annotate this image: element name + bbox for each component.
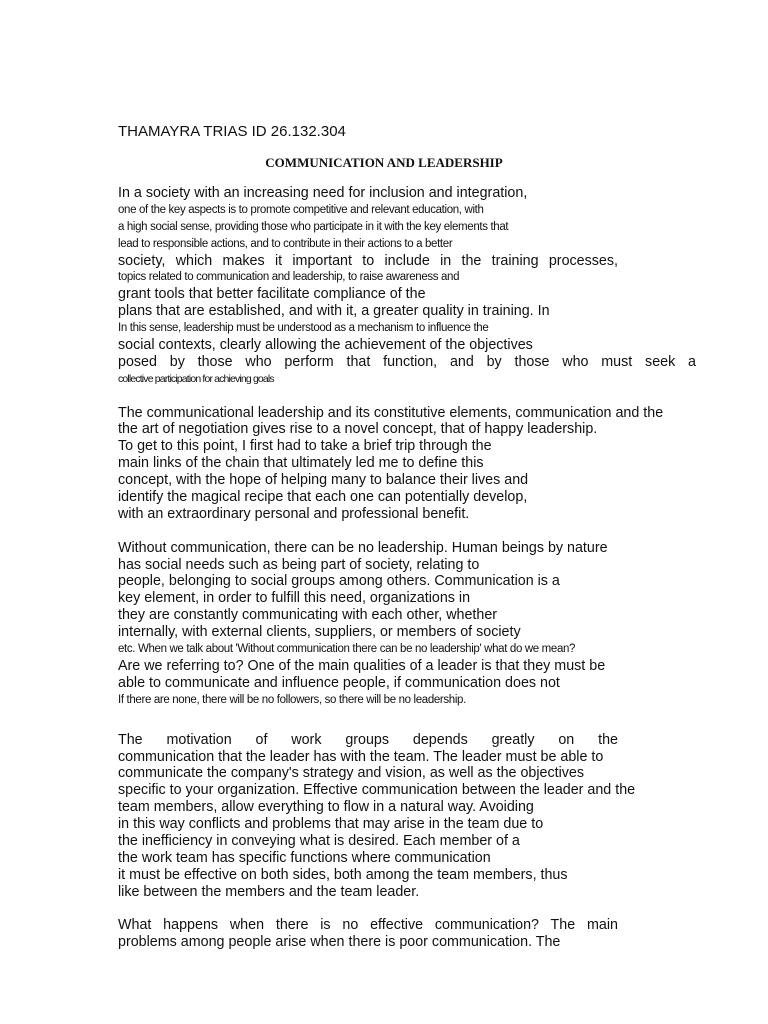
paragraph-gap [118, 901, 698, 918]
text-line: The communicational leadership and its constitutive elements, communication and the [118, 404, 664, 421]
paragraph-gap [118, 388, 698, 405]
text-line: society, which makes it important to include in the training processes, [118, 252, 618, 269]
text-line: To get to this point, I first had to take a brief trip through the [118, 438, 492, 455]
text-line: key element, in order to fulfill this need, organizations in [118, 590, 471, 607]
paragraph-gap [118, 523, 698, 540]
text-line: In a society with an increasing need for inclusion and integration, [118, 185, 528, 201]
text-line: collective participation for achieving goals [118, 372, 274, 385]
text-line: it must be effective on both sides, both among the team members, thus [118, 866, 568, 883]
text-line: one of the key aspects is to promote competitive and relevant education, with [118, 203, 484, 216]
text-line: communicate the company's strategy and vision, as well as the objectives [118, 765, 585, 782]
text-line: identify the magical recipe that each one can potentially develop, [118, 489, 528, 506]
author-id-line: THAMAYRA TRIAS ID 26.132.304 [118, 123, 346, 140]
paragraph-5 [118, 917, 698, 951]
text-line: the art of negotiation gives rise to a novel concept, that of happy leadership. [118, 421, 598, 438]
text-line: in this way conflicts and problems that may arise in the team due to [118, 816, 544, 833]
text-line: like between the members and the team leader. [118, 883, 420, 900]
text-line: In this sense, leadership must be understood as a mechanism to influence the [118, 322, 489, 335]
text-line: communication that the leader has with the team. The leader must be able to [118, 748, 604, 765]
text-line: the work team has specific functions where communication [118, 849, 491, 866]
text-line: lead to responsible actions, and to contribute in their actions to a better [118, 237, 453, 250]
text-line: etc. When we talk about 'Without communication there can be no leadership' what do we mean? [118, 643, 576, 656]
text-line: main links of the chain that ultimately led me to define this [118, 455, 484, 472]
text-line: social contexts, clearly allowing the achievement of the objectives [118, 337, 533, 354]
text-line: Without communication, there can be no leadership. Human beings by nature [118, 539, 608, 556]
text-line: Are we referring to? One of the main qualities of a leader is that they must be [118, 657, 606, 674]
text-line: with an extraordinary personal and professional benefit. [118, 505, 470, 522]
document-body [118, 185, 698, 951]
text-line: the inefficiency in conveying what is desired. Each member of a [118, 832, 520, 849]
text-line: people, belonging to social groups among others. Communication is a [118, 573, 560, 590]
text-line: If there are none, there will be no followers, so there will be no leadership. [118, 693, 466, 706]
paragraph-3 [118, 540, 698, 709]
text-line: able to communicate and influence people, if communication does not [118, 674, 560, 691]
text-line: has social needs such as being part of society, relating to [118, 556, 480, 573]
text-line: concept, with the hope of helping many to balance their lives and [118, 472, 529, 489]
document-title: COMMUNICATION AND LEADERSHIP [265, 155, 503, 170]
text-line: internally, with external clients, suppliers, or members of society [118, 624, 521, 641]
text-line: a high social sense, providing those who participate in it with the key elements that [118, 220, 509, 233]
text-line: they are constantly communicating with each other, whether [118, 607, 498, 624]
text-line: posed by those who perform that function, and by those who must seek a [118, 353, 696, 370]
text-line: plans that are established, and with it, a greater quality in training. In [118, 303, 550, 320]
paragraph-gap [118, 709, 698, 732]
paragraph-2 [118, 405, 698, 523]
paragraph-4 [118, 732, 698, 901]
text-line: grant tools that better facilitate compliance of the [118, 286, 426, 303]
text-line: specific to your organization. Effective communication between the leader and the [118, 782, 636, 799]
text-line: problems among people arise when there is poor communication. The [118, 934, 561, 951]
text-line: The motivation of work groups depends greatly on the [118, 731, 618, 748]
text-line: team members, allow everything to flow in a natural way. Avoiding [118, 799, 534, 816]
text-line: What happens when there is no effective communication? The main [118, 917, 618, 934]
text-line: topics related to communication and leadership, to raise awareness and [118, 271, 460, 284]
paragraph-1 [118, 185, 698, 388]
